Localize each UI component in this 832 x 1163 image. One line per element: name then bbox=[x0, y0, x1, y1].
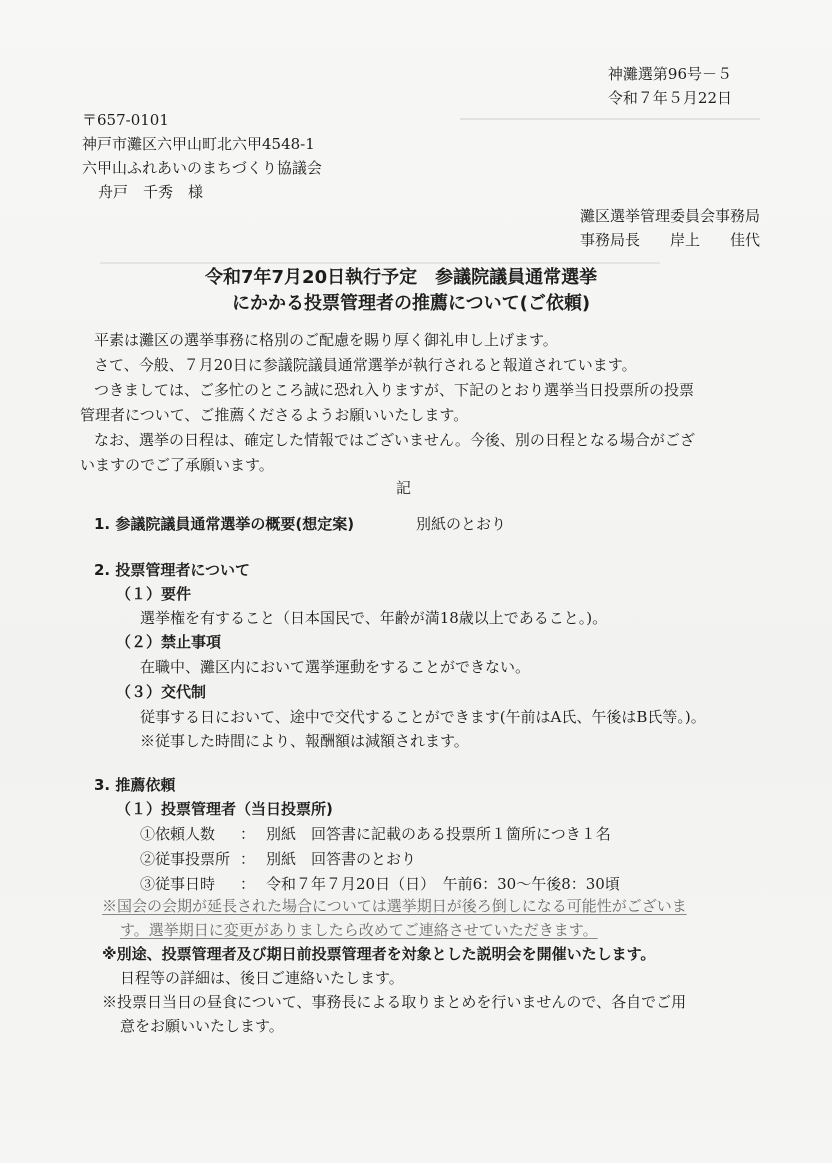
request-row-label: ③従事日時 bbox=[140, 875, 216, 893]
note2-line2: 日程等の詳細は、後日ご連絡いたします。 bbox=[120, 969, 404, 987]
request-row-value: 令和７年７月20日（日） 午前6：30～午後8：30頃 bbox=[266, 875, 620, 893]
section3-heading: 3. 推薦依頼 bbox=[94, 776, 176, 794]
section3-item1-label: （１）投票管理者（当日投票所) bbox=[116, 800, 333, 818]
body-paragraph-4-line2: いますのでご了承願います。 bbox=[80, 456, 274, 474]
recipient-address: 神戸市灘区六甲山町北六甲4548-1 bbox=[82, 135, 315, 153]
request-row-separator: ： bbox=[240, 875, 256, 893]
section2-item2-label: （２）禁止事項 bbox=[116, 633, 222, 651]
bleed-through-mark bbox=[460, 118, 760, 160]
document-number: 神灘選第96号－５ bbox=[607, 65, 732, 83]
note1-line1: ※国会の会期が延長された場合については選挙期日が後ろ倒しになる可能性がございま bbox=[102, 897, 687, 915]
request-row-separator: ： bbox=[240, 825, 256, 843]
section1-value: 別紙のとおり bbox=[416, 515, 507, 533]
section2-item1-label: （１）要件 bbox=[116, 585, 192, 603]
recipient-organization: 六甲山ふれあいのまちづくり協議会 bbox=[82, 159, 322, 177]
section2-item1-text: 選挙権を有すること（日本国民で、年齢が満18歳以上であること。)。 bbox=[140, 609, 608, 627]
document-date: 令和７年５月22日 bbox=[607, 89, 732, 107]
body-paragraph-3-line2: 管理者について、ご推薦くださるようお願いいたします。 bbox=[80, 406, 469, 424]
request-row-value: 別紙 回答書のとおり bbox=[266, 850, 417, 868]
note2-line1: ※別途、投票管理者及び期日前投票管理者を対象とした説明会を開催いたします。 bbox=[102, 945, 656, 963]
request-row-label: ②従事投票所 bbox=[140, 850, 231, 868]
sender-office: 灘区選挙管理委員会事務局 bbox=[579, 207, 760, 225]
body-paragraph-1: 平素は灘区の選挙事務に格別のご配慮を賜り厚く御礼申し上げます。 bbox=[94, 331, 558, 349]
note3-line2: 意をお願いいたします。 bbox=[120, 1017, 284, 1035]
section2-item3-text2: ※従事した時間により、報酬額は減額されます。 bbox=[140, 732, 469, 750]
note3-line1: ※投票日当日の昼食について、事務長による取りまとめを行いませんので、各自でご用 bbox=[102, 993, 687, 1011]
section2-item3-label: （３）交代制 bbox=[116, 683, 207, 701]
recipient-postal: 〒657-0101 bbox=[82, 111, 169, 129]
section2-heading: 2. 投票管理者について bbox=[94, 561, 251, 579]
body-paragraph-4-line1: なお、選挙の日程は、確定した情報ではございません。今後、別の日程となる場合がござ bbox=[94, 431, 695, 449]
section1-heading: 1. 参議院議員通常選挙の概要(想定案) bbox=[94, 515, 355, 533]
ki-marker: 記 bbox=[396, 479, 412, 497]
section2-item2-text: 在職中、灘区内において選挙運動をすることができない。 bbox=[140, 658, 531, 676]
request-row-label: ①依頼人数 bbox=[140, 825, 216, 843]
document-title-line1: 令和7年7月20日執行予定 参議院議員通常選挙 bbox=[205, 267, 598, 288]
body-paragraph-2: さて、今般、７月20日に参議院議員通常選挙が執行されると報道されています。 bbox=[94, 356, 637, 374]
document-title-line2: にかかる投票管理者の推薦について(ご依頼) bbox=[232, 293, 591, 314]
request-row-separator: ： bbox=[240, 850, 256, 868]
sender-name: 事務局長 岸上 佳代 bbox=[579, 231, 760, 249]
request-row-value: 別紙 回答書に記載のある投票所１箇所につき１名 bbox=[266, 825, 611, 843]
recipient-name: 舟戸 千秀 様 bbox=[98, 183, 204, 201]
body-paragraph-3-line1: つきましては、ご多忙のところ誠に恐れ入りますが、下記のとおり選挙当日投票所の投票 bbox=[94, 381, 695, 399]
section2-item3-text1: 従事する日において、途中で交代することができます(午前はA氏、午後はB氏等。)。 bbox=[140, 708, 706, 726]
note1-line2: す。選挙期日に変更がありましたら改めてご連絡させていただきます。 bbox=[120, 921, 598, 939]
